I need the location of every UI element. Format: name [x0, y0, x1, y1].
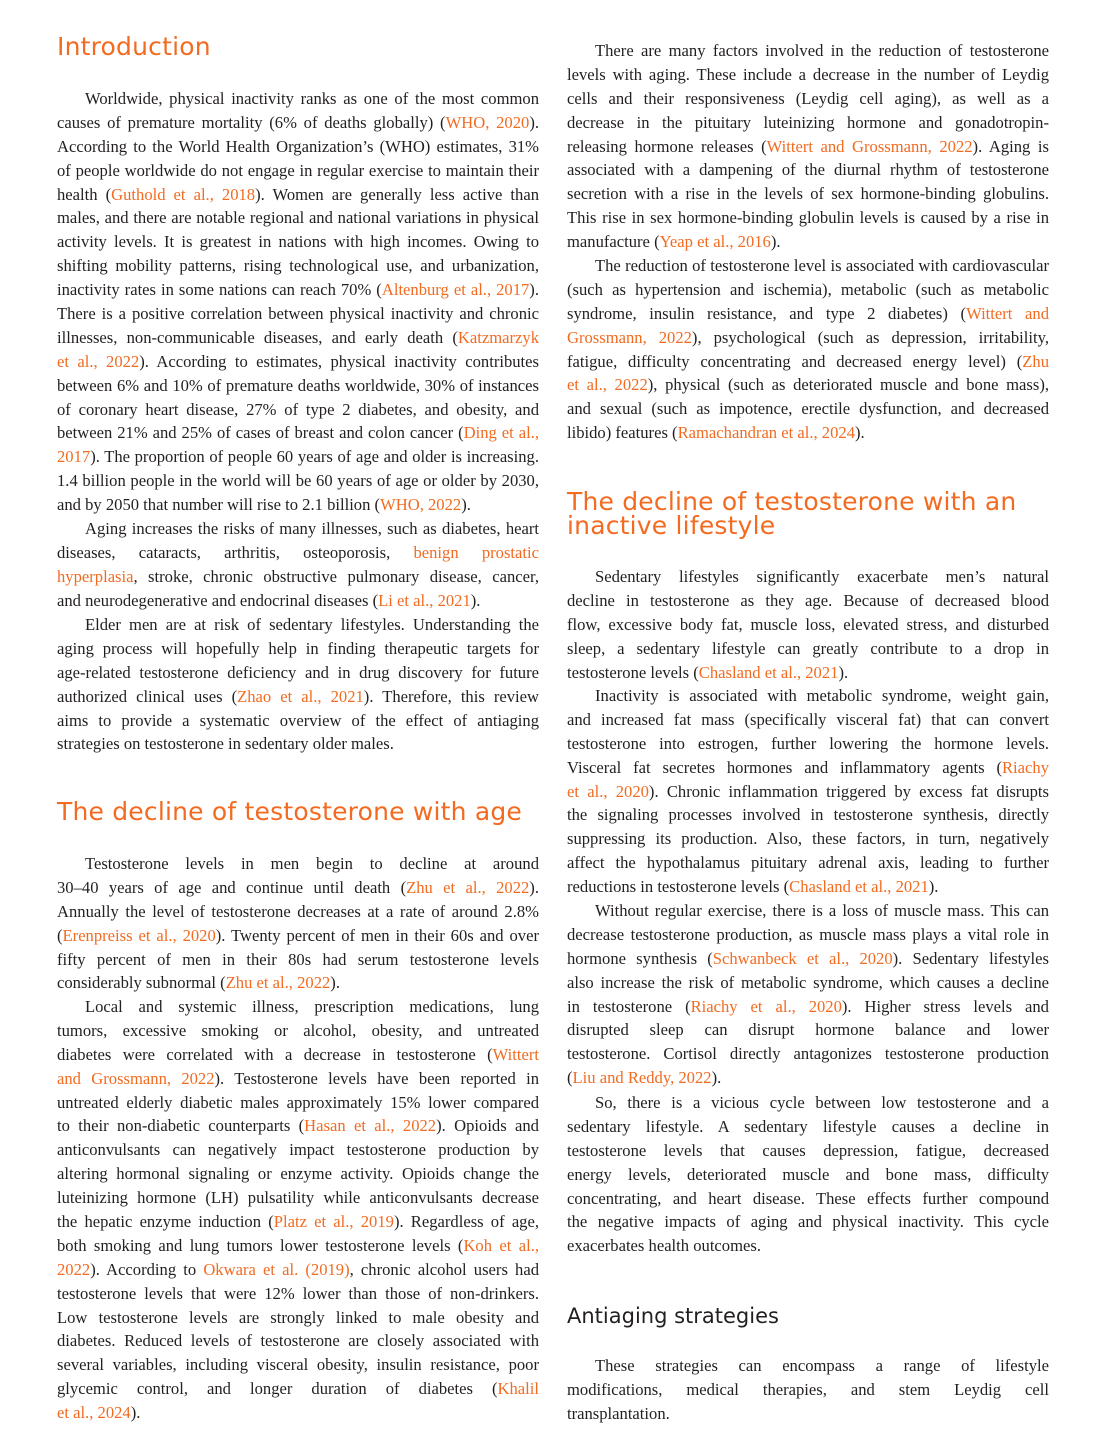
paragraph	[567, 1354, 1049, 1426]
text-line	[567, 1234, 1049, 1258]
citation-link[interactable]: benign prostatic	[413, 542, 539, 562]
text-line	[567, 923, 1049, 947]
text-run: ).	[529, 280, 539, 300]
text-line	[57, 183, 539, 207]
text-line	[57, 421, 539, 445]
text-run: males, and there are notable regional and national variations in physical	[57, 208, 539, 228]
text-line	[57, 493, 539, 517]
text-run: inactivity rates in some nations can reach 70% (	[57, 280, 382, 300]
text-line	[57, 1329, 539, 1353]
text-run: to their non-diabetic counterparts (	[57, 1116, 305, 1136]
text-run: ).	[470, 590, 481, 610]
text-line	[567, 780, 1049, 804]
text-line	[57, 278, 539, 302]
citation-link[interactable]: Ramachandran et al., 2024	[677, 423, 855, 443]
text-run: manufacture (	[567, 232, 660, 252]
text-line	[57, 230, 539, 254]
text-line	[57, 1258, 539, 1282]
text-line	[567, 1402, 1049, 1426]
text-run: ).	[711, 1068, 722, 1088]
text-run: several variables, including visceral obesity, insulin resistance, poor	[57, 1355, 539, 1375]
text-line	[57, 948, 539, 972]
text-run: These strategies can encompass a range of lifestyle	[595, 1356, 1049, 1375]
text-run: diabetes were correlated with a decrease in testosterone (	[57, 1044, 493, 1064]
text-run: strategies on testosterone in sedentary older males.	[57, 734, 394, 754]
text-run: illnesses, non-communicable diseases, and early death (	[57, 327, 458, 347]
text-run: shifting mobility patterns, rising technological use, and urbanization,	[57, 256, 539, 276]
citation-link[interactable]: et al., 2020	[567, 781, 649, 801]
citation-link[interactable]: Ding et al.,	[463, 423, 539, 443]
text-run: fatigue, difficulty concentrating and decreased energy level) (	[567, 351, 1023, 371]
text-run: tumors, excessive smoking or alcohol, obesity, and untreated	[57, 1020, 539, 1040]
text-line	[567, 302, 1049, 326]
text-line	[567, 971, 1049, 995]
citation-link[interactable]: Liu and Reddy, 2022	[572, 1068, 712, 1088]
citation-link[interactable]: Riachy	[1001, 757, 1049, 777]
text-run: diseases, cataracts, arthritis, osteoporosis,	[57, 542, 414, 562]
section-heading-decline-age: The decline of testosterone with age	[57, 797, 523, 826]
text-run: testosterone levels (	[567, 662, 699, 682]
citation-link[interactable]: Chasland et al., 2021	[698, 662, 839, 682]
text-run: decrease in the pituitary luteinizing hormone and gonadotropin-	[567, 112, 1049, 132]
text-run: Annually the level of testosterone decreases at a rate of around 2.8%	[57, 901, 539, 921]
heading-line-1: The decline of testosterone with an	[567, 487, 1017, 516]
text-line	[567, 135, 1049, 159]
text-line	[57, 1306, 539, 1330]
citation-link[interactable]: Chasland et al., 2021	[789, 877, 929, 897]
text-run: Low testosterone levels are strongly linked to male obesity and	[57, 1307, 539, 1327]
text-run: activity levels. It is greatest in nations with high incomes. Owing to	[57, 232, 539, 252]
text-run: 1.4 billion people in the world will be 60 years of age or older by 2030,	[57, 471, 539, 491]
text-run: aging process will hopefully help in finding therapeutic targets for	[57, 638, 539, 658]
text-run: altering hormonal signaling or enzyme activity. Opioids change the	[57, 1164, 539, 1184]
text-line	[567, 803, 1049, 827]
text-run: ). Sedentary lifestyles	[892, 948, 1049, 968]
text-line	[567, 1066, 1049, 1090]
text-run: Without regular exercise, there is a loss of muscle mass. This can	[595, 901, 1049, 920]
text-line	[57, 87, 539, 111]
text-run: sleep, a sedentary lifestyle can greatly contribute to a drop in	[567, 638, 1049, 658]
text-line	[567, 851, 1049, 875]
text-line	[567, 397, 1049, 421]
text-run: the signaling processes involved in testosterone synthesis, directly	[567, 805, 1049, 825]
text-line	[57, 398, 539, 422]
text-run: affect the hypothalamus pituitary adrenal axis, leading to further	[567, 853, 1049, 873]
text-run: (	[567, 1068, 573, 1088]
text-line	[567, 326, 1049, 350]
text-run: According to the World Health Organization’s (WHO) estimates, 31%	[57, 136, 539, 156]
text-line	[567, 1210, 1049, 1234]
text-line	[567, 1378, 1049, 1402]
text-run: associated with a dampening of the diurnal rhythm of testosterone	[567, 160, 1049, 180]
citation-link[interactable]: WHO, 2022	[380, 495, 462, 515]
text-run: ).	[330, 973, 340, 993]
text-run: ). The proportion of people 60 years of age and older is increasing.	[90, 447, 539, 467]
paragraph	[57, 995, 539, 1425]
text-line	[567, 230, 1049, 254]
text-line	[57, 1210, 539, 1234]
text-line	[57, 1162, 539, 1186]
text-run: (such as hypertension and ischemia), metabolic (such as metabolic	[567, 279, 1049, 299]
text-run: concentrating, and heart disease. These effects further compound	[567, 1188, 1049, 1208]
citation-link[interactable]: Khalil	[497, 1379, 539, 1399]
text-line	[57, 1067, 539, 1091]
text-run: ). Regardless of age,	[393, 1212, 539, 1232]
text-line	[57, 111, 539, 135]
text-line	[57, 159, 539, 183]
text-line	[57, 254, 539, 278]
citation-link[interactable]: Katzmarzyk	[457, 327, 539, 347]
text-run: ). Women are generally less active than	[255, 184, 539, 204]
heading-line-2: inactive lifestyle	[567, 511, 776, 540]
text-line	[567, 1163, 1049, 1187]
text-line	[567, 637, 1049, 661]
text-line	[57, 1091, 539, 1115]
text-line	[567, 182, 1049, 206]
text-line	[567, 63, 1049, 87]
text-run: ). According to	[90, 1259, 204, 1279]
text-line	[57, 1114, 539, 1138]
text-line	[57, 1401, 539, 1425]
text-run: diabetes. Reduced levels of testosterone are closely associated with	[57, 1331, 539, 1351]
text-line	[57, 469, 539, 493]
citation-link[interactable]: Schwanbeck et al., 2020	[712, 948, 893, 968]
text-run: Local and systemic illness, prescription medications, lung	[85, 997, 539, 1016]
text-run: Sedentary lifestyles significantly exacerbate men’s natural	[595, 567, 1049, 586]
text-run: ).	[838, 662, 849, 682]
text-line	[57, 995, 539, 1019]
text-line	[567, 995, 1049, 1019]
text-line	[57, 613, 539, 637]
text-run: the hepatic enzyme induction (	[57, 1212, 274, 1232]
paragraph	[57, 517, 539, 613]
text-line	[57, 1282, 539, 1306]
text-line	[567, 684, 1049, 708]
text-run: hormone synthesis (	[567, 948, 713, 968]
text-line	[567, 1042, 1049, 1066]
paragraph	[57, 87, 539, 517]
text-line	[567, 661, 1049, 685]
text-run: ). Higher stress levels and	[841, 996, 1049, 1016]
citation-link[interactable]: Zhu	[1022, 351, 1049, 371]
citation-link[interactable]: Platz et al., 2019	[273, 1212, 394, 1232]
text-line	[567, 875, 1049, 899]
text-run: (	[57, 925, 63, 945]
paragraph	[567, 899, 1049, 1090]
text-run: considerably subnormal (	[57, 973, 226, 993]
text-run: and by 2050 that number will rise to 2.1 billion (	[57, 495, 381, 515]
text-line	[57, 1186, 539, 1210]
text-run: health (	[57, 184, 112, 204]
citation-link[interactable]: Zhu et al., 2022	[406, 877, 530, 897]
text-run: of people worldwide do not engage in regular exercise to maintain their	[57, 160, 539, 180]
citation-link[interactable]: Koh et al.,	[463, 1235, 539, 1255]
text-run: untreated elderly diabetic males approximately 15% lower compared	[57, 1092, 539, 1112]
text-line	[57, 206, 539, 230]
text-line	[567, 1354, 1049, 1378]
text-line	[57, 971, 539, 995]
text-run: between 21% and 25% of cases of breast and colon cancer (	[57, 423, 464, 443]
text-line	[567, 565, 1049, 589]
text-line	[567, 732, 1049, 756]
citation-link[interactable]: Wittert and Grossmann, 2022	[766, 136, 973, 156]
text-run: disrupted sleep can disrupt hormone balance and lower	[567, 1020, 1049, 1040]
text-run: ).	[855, 423, 865, 443]
citation-link[interactable]: Zhao et al., 2021	[237, 686, 364, 706]
text-line	[567, 373, 1049, 397]
text-line	[57, 517, 539, 541]
text-run: libido) features (	[567, 423, 678, 443]
text-line	[567, 39, 1049, 63]
text-line	[567, 278, 1049, 302]
text-run: and neurodegenerative and endocrinal diseases (	[57, 590, 379, 610]
text-run: There are many factors involved in the reduction of testosterone	[595, 41, 1049, 60]
text-line	[57, 1019, 539, 1043]
text-run: both smoking and lung tumors lower testosterone levels (	[57, 1235, 464, 1255]
text-run: testosterone into estrogen, further lowering the hormone levels.	[567, 733, 1049, 753]
text-line	[57, 445, 539, 469]
text-run: Inactivity is associated with metabolic syndrome, weight gain,	[595, 686, 1049, 705]
text-line	[567, 350, 1049, 374]
text-line	[57, 852, 539, 876]
text-run: flow, excessive body fat, muscle loss, elevated stress, and disturbed	[567, 614, 1049, 634]
text-run: Elder men are at risk of sedentary lifestyles. Understanding the	[85, 615, 539, 634]
text-run: levels with aging. These include a decrease in the number of Leydig	[567, 64, 1049, 84]
text-run: ).	[928, 877, 939, 897]
citation-link[interactable]: and Grossmann, 2022	[57, 1068, 215, 1088]
text-line	[567, 708, 1049, 732]
section-heading-decline-inactive	[567, 489, 1016, 539]
text-line	[567, 1187, 1049, 1211]
citation-link[interactable]: Zhu et al., 2022	[225, 973, 331, 993]
text-run: releasing hormone releases (	[567, 136, 767, 156]
text-line	[57, 326, 539, 350]
text-line	[567, 1115, 1049, 1139]
text-run: So, there is a vicious cycle between low testosterone and a	[595, 1093, 1049, 1112]
text-run: ).	[461, 495, 471, 515]
citation-link[interactable]: Altenburg et al., 2017	[381, 280, 530, 300]
text-run: energy levels, deteriorated muscle and bone mass, difficulty	[567, 1164, 1049, 1184]
section-heading-antiaging: Antiaging strategies	[567, 1304, 779, 1328]
citation-link[interactable]: et al., 2022	[567, 375, 648, 395]
citation-link[interactable]: Riachy et al., 2020	[690, 996, 842, 1016]
text-run: causes of premature mortality (6% of deaths globally) (	[57, 112, 446, 132]
text-run: and sexual (such as impotence, erectile dysfunction, and decreased	[567, 399, 1049, 419]
text-run: between 6% and 10% of premature deaths worldwide, 30% of instances	[57, 375, 539, 395]
text-run: the negative impacts of aging and physical inactivity. This cycle	[567, 1212, 1049, 1232]
text-line	[57, 302, 539, 326]
text-run: glycemic control, and longer duration of diabetes (	[57, 1379, 498, 1399]
text-run: ). Testosterone levels have been reported in	[214, 1068, 539, 1088]
text-line	[567, 111, 1049, 135]
paragraph	[567, 684, 1049, 899]
text-line	[57, 1377, 539, 1401]
text-run: ).	[529, 112, 539, 132]
text-run: aims to provide a systematic overview of the effect of antiaging	[57, 710, 539, 730]
text-line	[57, 709, 539, 733]
text-line	[567, 421, 1049, 445]
text-run: authorized clinical uses (	[57, 686, 238, 706]
paragraph	[567, 39, 1049, 254]
text-run: suppressing its production. Also, these factors, in turn, negatively	[567, 829, 1049, 849]
citation-link[interactable]: Li et al., 2021	[378, 590, 471, 610]
text-line	[567, 947, 1049, 971]
text-line	[567, 254, 1049, 278]
text-run: ). Aging is	[972, 136, 1049, 156]
text-run: testosterone levels that causes depression, fatigue, decreased	[567, 1140, 1049, 1160]
text-line	[567, 613, 1049, 637]
text-run: cells and their responsiveness (Leydig cell aging), as well as a	[567, 88, 1049, 108]
text-run: ).	[130, 1403, 141, 1423]
citation-link[interactable]: Yeap et al., 2016	[659, 232, 771, 252]
text-line	[57, 541, 539, 565]
text-run: ). Therefore, this review	[363, 686, 539, 706]
text-run: ), physical (such as deteriorated muscle and bone mass),	[647, 375, 1050, 395]
text-run: fifty percent of men in their 80s had serum testosterone levels	[57, 949, 539, 969]
text-run: testosterone levels that were 12% lower than those of non-drinkers.	[57, 1283, 539, 1303]
text-run: , stroke, chronic obstructive pulmonary disease, cancer,	[133, 566, 539, 586]
text-run: Aging increases the risks of many illnesses, such as diabetes, heart	[85, 519, 539, 538]
text-run: and increased fat mass (specifically visceral fat) that can convert	[567, 709, 1049, 729]
text-line	[57, 876, 539, 900]
text-line	[57, 637, 539, 661]
paragraph	[567, 565, 1049, 684]
text-line	[567, 158, 1049, 182]
text-line	[567, 756, 1049, 780]
text-run: Testosterone levels in men begin to decline at around	[85, 854, 539, 873]
citation-link[interactable]: et al., 2024	[57, 1403, 131, 1423]
citation-link[interactable]: et al., 2022	[57, 351, 140, 371]
text-run: modifications, medical therapies, and stem Leydig cell	[567, 1379, 1049, 1399]
text-run: Visceral fat secretes hormones and inflammatory agents (	[567, 757, 1002, 777]
text-run: in testosterone (	[567, 996, 691, 1016]
text-run: syndrome, insulin resistance, and type 2 diabetes) (	[567, 303, 967, 323]
text-line	[567, 87, 1049, 111]
text-line	[567, 827, 1049, 851]
text-line	[57, 374, 539, 398]
text-run: secretion with a rise in the levels of sex hormone-binding globulins.	[567, 184, 1049, 204]
citation-link[interactable]: 2017	[57, 447, 91, 467]
text-line	[567, 206, 1049, 230]
text-line	[57, 900, 539, 924]
text-run: exacerbates health outcomes.	[567, 1236, 761, 1256]
citation-link[interactable]: WHO, 2020	[445, 112, 530, 132]
text-run: ). Opioids and	[436, 1116, 539, 1136]
paragraph	[567, 1091, 1049, 1258]
text-run: There is a positive correlation between physical inactivity and chronic	[57, 304, 539, 324]
text-run: ).	[529, 877, 539, 897]
text-run: The reduction of testosterone level is associated with cardiovascular	[595, 256, 1049, 275]
text-run: decrease testosterone production, as muscle mass plays a vital role in	[567, 924, 1049, 944]
paragraph	[57, 613, 539, 756]
citation-link[interactable]: 2022	[57, 1259, 91, 1279]
text-run: transplantation.	[567, 1403, 670, 1423]
citation-link[interactable]: Wittert	[492, 1044, 539, 1064]
text-line	[57, 685, 539, 709]
text-line	[57, 1043, 539, 1067]
text-run: ). Chronic inflammation triggered by excess fat disrupts	[648, 781, 1049, 801]
citation-link[interactable]: Erenpreiss et al., 2020	[62, 925, 216, 945]
text-run: , chronic alcohol users had	[349, 1259, 540, 1279]
text-run: ).	[770, 232, 781, 252]
text-run: testosterone. Cortisol directly antagonizes testosterone production	[567, 1044, 1049, 1064]
paragraph	[57, 852, 539, 995]
text-run: ). Twenty percent of men in their 60s and over	[215, 925, 539, 945]
text-line	[567, 899, 1049, 923]
text-run: also increase the risk of metabolic syndrome, which causes a decline	[567, 972, 1049, 992]
citation-link[interactable]: Guthold et al., 2018	[111, 184, 256, 204]
text-run: anticonvulsants can negatively impact testosterone production by	[57, 1140, 539, 1160]
text-line	[567, 1139, 1049, 1163]
text-run: ). According to estimates, physical inactivity contributes	[139, 351, 539, 371]
citation-link[interactable]: Okwara et al. (2019)	[203, 1259, 350, 1279]
text-line	[57, 1353, 539, 1377]
text-run: of coronary heart disease, 27% of type 2 diabetes, and obesity, and	[57, 399, 539, 419]
text-line	[567, 1018, 1049, 1042]
text-line	[567, 1091, 1049, 1115]
text-run: ), psychological (such as depression, irritability,	[691, 327, 1049, 347]
text-line	[57, 732, 539, 756]
text-line	[567, 589, 1049, 613]
text-run: reductions in testosterone levels (	[567, 877, 790, 897]
paragraph	[567, 254, 1049, 445]
citation-link[interactable]: Wittert and	[966, 303, 1050, 323]
text-line	[57, 565, 539, 589]
text-run: 30–40 years of age and continue until death (	[57, 877, 407, 897]
text-run: age-related testosterone deficiency and in drug discovery for future	[57, 662, 539, 682]
text-line	[57, 924, 539, 948]
text-run: luteinizing hormone (LH) pulsatility while anticonvulsants decrease	[57, 1188, 539, 1208]
text-run: Worldwide, physical inactivity ranks as one of the most common	[85, 89, 539, 108]
text-run: sedentary lifestyle. A sedentary lifestyle causes a decline in	[567, 1116, 1049, 1136]
text-line	[57, 350, 539, 374]
text-run: This rise in sex hormone-binding globulin levels is caused by a rise in	[567, 208, 1049, 228]
text-line	[57, 1234, 539, 1258]
text-line	[57, 661, 539, 685]
text-run: decline in testosterone as they age. Because of decreased blood	[567, 590, 1049, 610]
citation-link[interactable]: Grossmann, 2022	[567, 327, 692, 347]
text-line	[57, 1138, 539, 1162]
section-heading-introduction: Introduction	[57, 32, 211, 61]
citation-link[interactable]: hyperplasia	[57, 566, 134, 586]
citation-link[interactable]: Hasan et al., 2022	[304, 1116, 437, 1136]
text-line	[57, 135, 539, 159]
text-line	[57, 589, 539, 613]
